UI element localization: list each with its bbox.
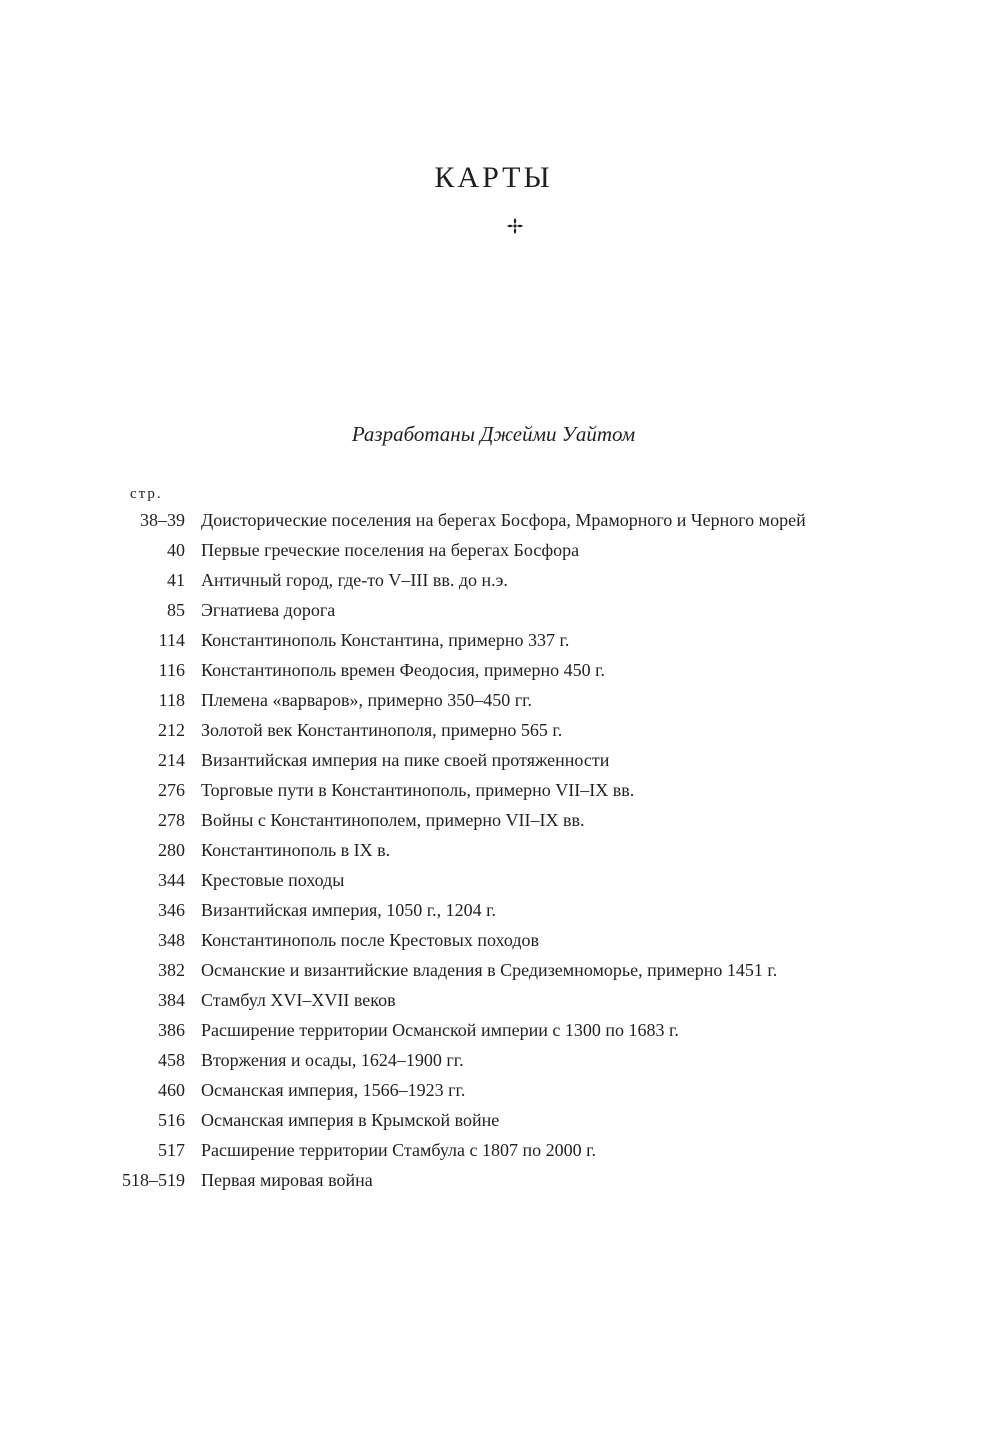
page-number: 516 (158, 1110, 185, 1130)
map-title: Расширение территории Османской империи с 1300 по 1683 г. (201, 1020, 679, 1040)
page-number: 348 (158, 930, 185, 950)
list-item (0, 895, 987, 925)
map-title: Вторжения и осады, 1624–1900 гг. (201, 1050, 464, 1070)
page-number: 118 (158, 690, 185, 710)
map-title: Византийская империя на пике своей протяженности (201, 750, 610, 770)
map-title: Золотой век Константинополя, примерно 565 г. (201, 720, 563, 740)
map-title: Первая мировая война (201, 1170, 373, 1190)
map-title: Османская империя в Крымской войне (201, 1110, 500, 1130)
page-number: 346 (158, 900, 185, 920)
map-title: Константинополь после Крестовых походов (201, 930, 539, 950)
map-title: Античный город, где-то V–III вв. до н.э. (201, 570, 508, 590)
map-title: Доисторические поселения на берегах Босфора, Мраморного и Черного морей (201, 510, 806, 530)
list-item (0, 955, 987, 985)
page-column-header: стр. (130, 486, 163, 502)
page-number: 116 (158, 660, 185, 680)
list-item (0, 835, 987, 865)
map-title: Константинополь в IX в. (201, 840, 391, 860)
page-number: 458 (158, 1050, 185, 1070)
list-item (0, 535, 987, 565)
page-title: КАРТЫ (434, 161, 553, 194)
page-number: 384 (158, 990, 185, 1010)
page-number: 85 (167, 600, 185, 620)
list-item (0, 745, 987, 775)
map-title: Расширение территории Стамбула с 1807 по 2000 г. (201, 1140, 596, 1160)
list-item (0, 505, 987, 535)
page-number: 460 (158, 1080, 185, 1100)
page-number: 280 (158, 840, 185, 860)
map-title: Османская империя, 1566–1923 гг. (201, 1080, 466, 1100)
list-item (0, 985, 987, 1015)
list-item (0, 1105, 987, 1135)
list-item (0, 595, 987, 625)
map-list (0, 505, 987, 1195)
page-number: 344 (158, 870, 185, 890)
page-number: 40 (167, 540, 185, 560)
page-number: 38–39 (140, 510, 185, 530)
page-number: 114 (158, 630, 185, 650)
list-item (0, 685, 987, 715)
page-number: 41 (167, 570, 185, 590)
page-number: 386 (158, 1020, 185, 1040)
page-number: 518–519 (122, 1170, 185, 1190)
list-item (0, 625, 987, 655)
list-item (0, 925, 987, 955)
page-number: 214 (158, 750, 185, 770)
page-number: 278 (158, 810, 185, 830)
author-credit: Разработаны Джейми Уайтом (351, 422, 636, 446)
list-item (0, 655, 987, 685)
map-title: Крестовые походы (201, 870, 345, 890)
map-title: Османские и византийские владения в Средиземноморье, примерно 1451 г. (201, 960, 778, 980)
list-item (0, 565, 987, 595)
page-number: 212 (158, 720, 185, 740)
page-number: 517 (158, 1140, 185, 1160)
list-item (0, 1045, 987, 1075)
map-title: Войны с Константинополем, примерно VII–IX вв. (201, 810, 585, 830)
page-number: 276 (158, 780, 185, 800)
map-title: Торговые пути в Константинополь, примерно VII–IX вв. (201, 780, 635, 800)
map-title: Стамбул XVI–XVII веков (201, 990, 396, 1010)
list-item (0, 805, 987, 835)
list-item (0, 1015, 987, 1045)
map-title: Племена «варваров», примерно 350–450 гг. (201, 690, 532, 710)
map-title: Первые греческие поселения на берегах Босфора (201, 540, 580, 560)
list-item (0, 775, 987, 805)
map-title: Константинополь Константина, примерно 337 г. (201, 630, 570, 650)
list-item (0, 1075, 987, 1105)
map-title: Эгнатиева дорога (201, 600, 336, 620)
fleuron-icon (506, 217, 524, 235)
list-item (0, 865, 987, 895)
list-item (0, 1165, 987, 1195)
map-title: Византийская империя, 1050 г., 1204 г. (201, 900, 496, 920)
page-number: 382 (158, 960, 185, 980)
map-title: Константинополь времен Феодосия, примерно 450 г. (201, 660, 605, 680)
list-item (0, 715, 987, 745)
list-item (0, 1135, 987, 1165)
